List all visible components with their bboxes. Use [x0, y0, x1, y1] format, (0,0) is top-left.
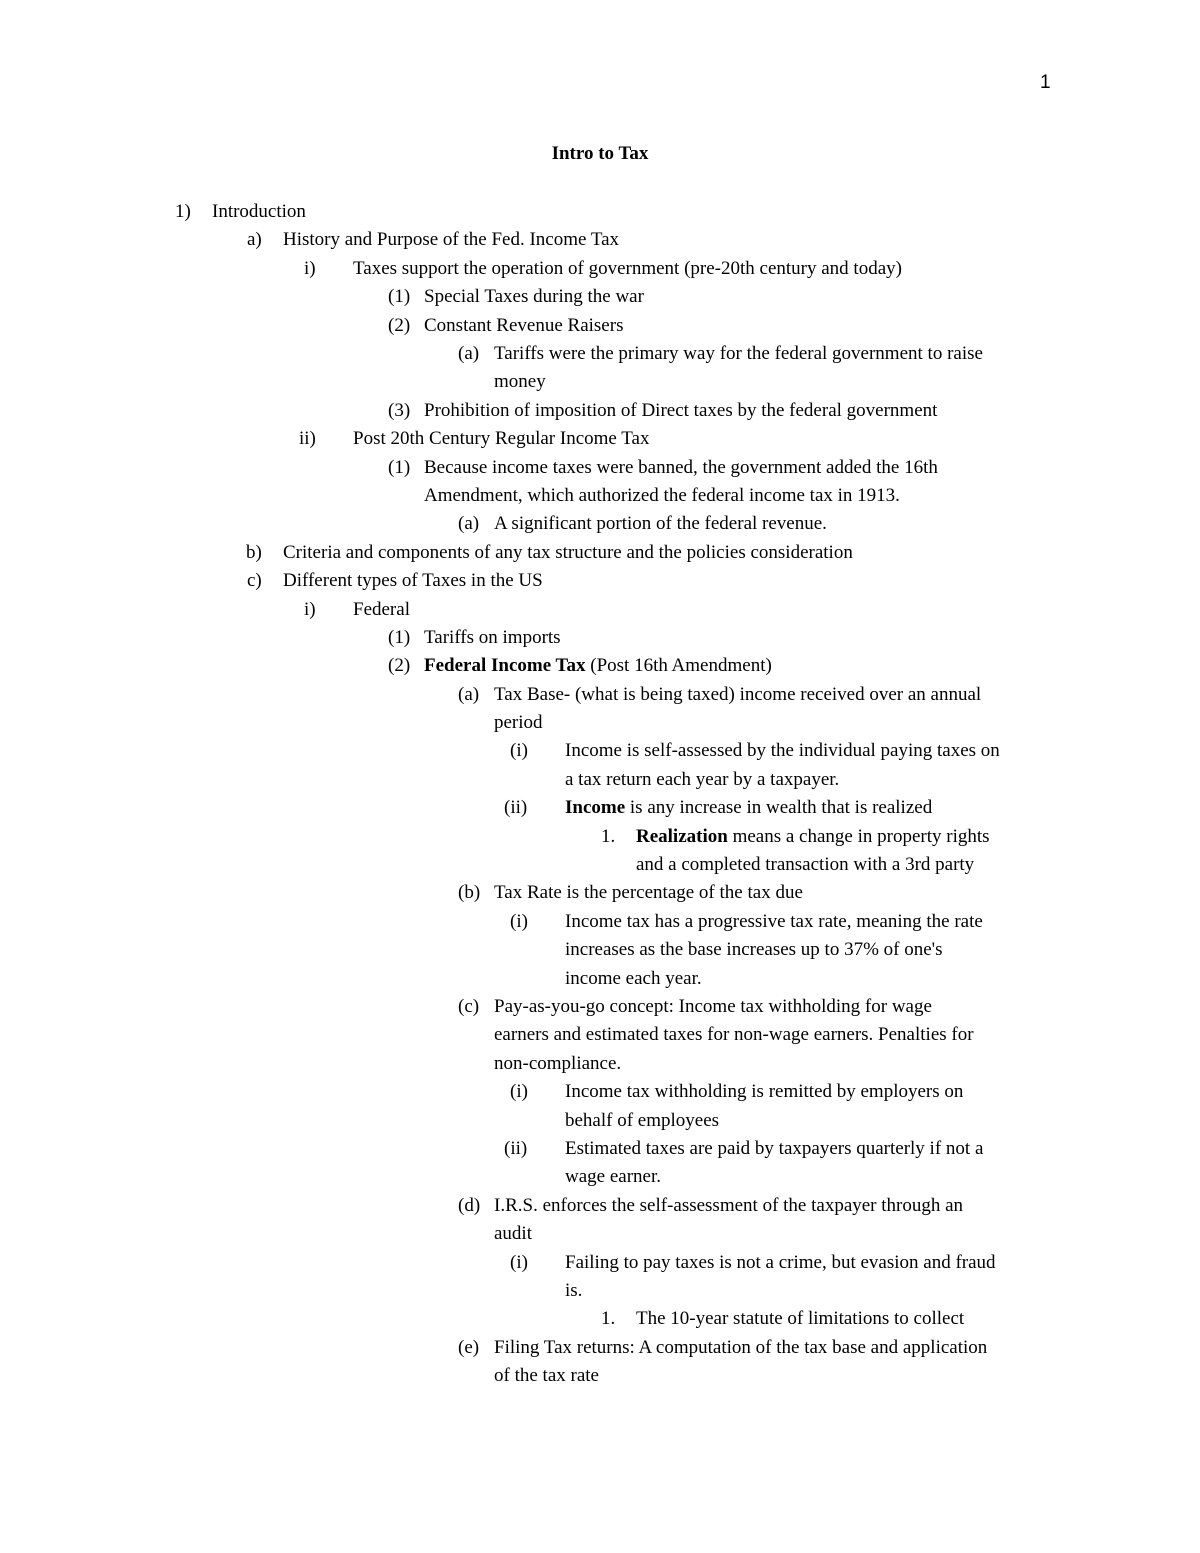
outline-item-level7	[0, 1305, 1200, 1333]
outline-marker: (1)	[388, 626, 411, 648]
outline-text-line: a tax return each year by a taxpayer.	[565, 768, 840, 790]
outline-item-level3	[0, 596, 1200, 624]
outline-bold-term: Realization	[636, 825, 728, 847]
outline	[0, 198, 1200, 1391]
outline-text: Prohibition of imposition of Direct taxes by the federal government	[424, 399, 938, 421]
outline-text-rest: is any increase in wealth that is realized	[625, 797, 933, 819]
outline-text: Post 20th Century Regular Income Tax	[353, 428, 650, 450]
outline-text-rest: means a change in property rights	[727, 825, 990, 847]
outline-text-line: Tariffs were the primary way for the federal government to raise	[494, 342, 983, 364]
outline-text	[494, 993, 974, 1078]
outline-item-level4	[0, 652, 1200, 680]
outline-text	[565, 794, 932, 822]
outline-item-level5	[0, 510, 1200, 538]
outline-text-line: and a completed transaction with a 3rd party	[636, 854, 975, 876]
outline-item-level2	[0, 539, 1200, 567]
outline-text-line: earners and estimated taxes for non-wage earners. Penalties for	[494, 1024, 974, 1046]
outline-text: Introduction	[212, 201, 306, 222]
outline-marker: (ii)	[504, 797, 528, 819]
outline-text	[565, 1249, 996, 1306]
outline-text	[424, 454, 938, 511]
outline-item-level5	[0, 993, 1200, 1078]
page-number: 1	[1040, 72, 1051, 93]
outline-item-level6	[0, 1249, 1200, 1306]
outline-item-level1	[0, 198, 1200, 226]
outline-item-level6	[0, 1078, 1200, 1135]
outline-item-level4	[0, 397, 1200, 425]
outline-bold-term: Income	[565, 797, 626, 819]
outline-text-line: Failing to pay taxes is not a crime, but evasion and fraud	[565, 1251, 996, 1273]
outline-text-line: I.R.S. enforces the self-assessment of the taxpayer through an	[494, 1194, 964, 1216]
outline-marker: ii)	[299, 428, 316, 450]
outline-marker: 1.	[601, 1308, 616, 1330]
outline-marker: b)	[246, 541, 262, 563]
outline-text: A significant portion of the federal revenue.	[494, 513, 827, 535]
outline-text: Taxes support the operation of government (pre-20th century and today)	[353, 257, 902, 279]
outline-text	[565, 1078, 963, 1135]
outline-item-level5	[0, 1334, 1200, 1391]
outline-text: Tax Rate is the percentage of the tax due	[494, 882, 803, 904]
outline-marker: (b)	[458, 882, 481, 904]
document-title: Intro to Tax	[551, 143, 649, 164]
outline-text: History and Purpose of the Fed. Income Tax	[283, 229, 620, 251]
outline-item-level5	[0, 879, 1200, 907]
outline-text-line: behalf of employees	[565, 1109, 720, 1131]
outline-marker: (a)	[458, 342, 480, 364]
outline-marker: (d)	[458, 1194, 481, 1216]
outline-item-level3	[0, 425, 1200, 453]
outline-text: Criteria and components of any tax structure and the policies consideration	[283, 541, 853, 563]
outline-text-line: increases as the base increases up to 37% of one's	[565, 939, 943, 961]
outline-text: Federal	[353, 598, 410, 620]
outline-text	[636, 823, 990, 880]
outline-text-line: Because income taxes were banned, the government added the 16th	[424, 456, 938, 478]
outline-text-line: wage earner.	[565, 1166, 661, 1188]
outline-item-level6	[0, 908, 1200, 993]
outline-item-level6	[0, 1135, 1200, 1192]
outline-item-level5	[0, 1192, 1200, 1249]
outline-item-level4	[0, 454, 1200, 511]
outline-text-line: non-compliance.	[494, 1052, 622, 1074]
outline-text-line: Income tax withholding is remitted by employers on	[565, 1081, 964, 1103]
outline-item-level4	[0, 624, 1200, 652]
outline-text-line: Pay-as-you-go concept: Income tax withholding for wage	[494, 996, 932, 1018]
outline-text	[424, 652, 772, 680]
outline-text: The 10-year statute of limitations to collect	[636, 1308, 965, 1330]
outline-marker: (i)	[510, 740, 528, 762]
outline-marker: (3)	[388, 399, 411, 421]
outline-text-rest: (Post 16th Amendment)	[585, 655, 772, 677]
outline-marker: (a)	[458, 513, 480, 535]
outline-text-line: Income tax has a progressive tax rate, meaning the rate	[565, 910, 983, 932]
outline-text	[565, 737, 1000, 794]
outline-marker: i)	[304, 598, 316, 620]
outline-text-line: period	[494, 712, 543, 734]
outline-item-level2	[0, 567, 1200, 595]
outline-marker: (i)	[510, 1251, 528, 1273]
outline-marker: (i)	[510, 1081, 528, 1103]
outline-text-line: Filing Tax returns: A computation of the tax base and application	[494, 1336, 988, 1358]
outline-item-level6	[0, 794, 1200, 822]
outline-marker: a)	[247, 229, 262, 251]
outline-item-level5	[0, 340, 1200, 397]
outline-item-level6	[0, 737, 1200, 794]
outline-text	[494, 340, 983, 397]
outline-marker: (1)	[388, 286, 411, 308]
outline-marker: (2)	[388, 655, 411, 677]
outline-text	[494, 681, 981, 738]
outline-marker: (a)	[458, 683, 480, 705]
outline-text-line: Income is self-assessed by the individual paying taxes on	[565, 740, 1000, 762]
outline-text-line: of the tax rate	[494, 1365, 599, 1387]
outline-marker: (ii)	[504, 1138, 528, 1160]
outline-marker: c)	[247, 570, 262, 592]
outline-marker: 1.	[601, 825, 616, 847]
outline-text-line: Estimated taxes are paid by taxpayers quarterly if not a	[565, 1138, 984, 1160]
outline-text-line: is.	[565, 1280, 583, 1302]
outline-text: Tariffs on imports	[424, 626, 561, 648]
outline-item-level3	[0, 255, 1200, 283]
outline-item-level4	[0, 312, 1200, 340]
outline-bold-term: Federal Income Tax	[424, 655, 586, 677]
outline-text: Special Taxes during the war	[424, 286, 644, 308]
outline-text-line: audit	[494, 1223, 532, 1245]
outline-text	[565, 908, 983, 993]
outline-item-level7	[0, 823, 1200, 880]
outline-text: Constant Revenue Raisers	[424, 314, 624, 336]
outline-item-level4	[0, 283, 1200, 311]
outline-marker: (e)	[458, 1336, 480, 1358]
outline-marker: (2)	[388, 314, 411, 336]
outline-text-line: Amendment, which authorized the federal income tax in 1913.	[424, 484, 900, 506]
outline-text	[494, 1192, 963, 1249]
outline-item-level5	[0, 681, 1200, 738]
outline-text-line: money	[494, 371, 546, 393]
outline-text	[494, 1334, 987, 1391]
outline-marker: (c)	[458, 996, 480, 1018]
outline-item-level2	[0, 226, 1200, 254]
outline-marker: i)	[304, 257, 316, 279]
outline-marker: 1)	[175, 201, 191, 222]
outline-text	[565, 1135, 983, 1192]
outline-marker: (1)	[388, 456, 411, 478]
outline-text: Different types of Taxes in the US	[283, 570, 543, 592]
outline-text-line: Tax Base- (what is being taxed) income received over an annual	[494, 683, 982, 705]
outline-marker: (i)	[510, 910, 528, 932]
outline-text-line: income each year.	[565, 967, 702, 989]
